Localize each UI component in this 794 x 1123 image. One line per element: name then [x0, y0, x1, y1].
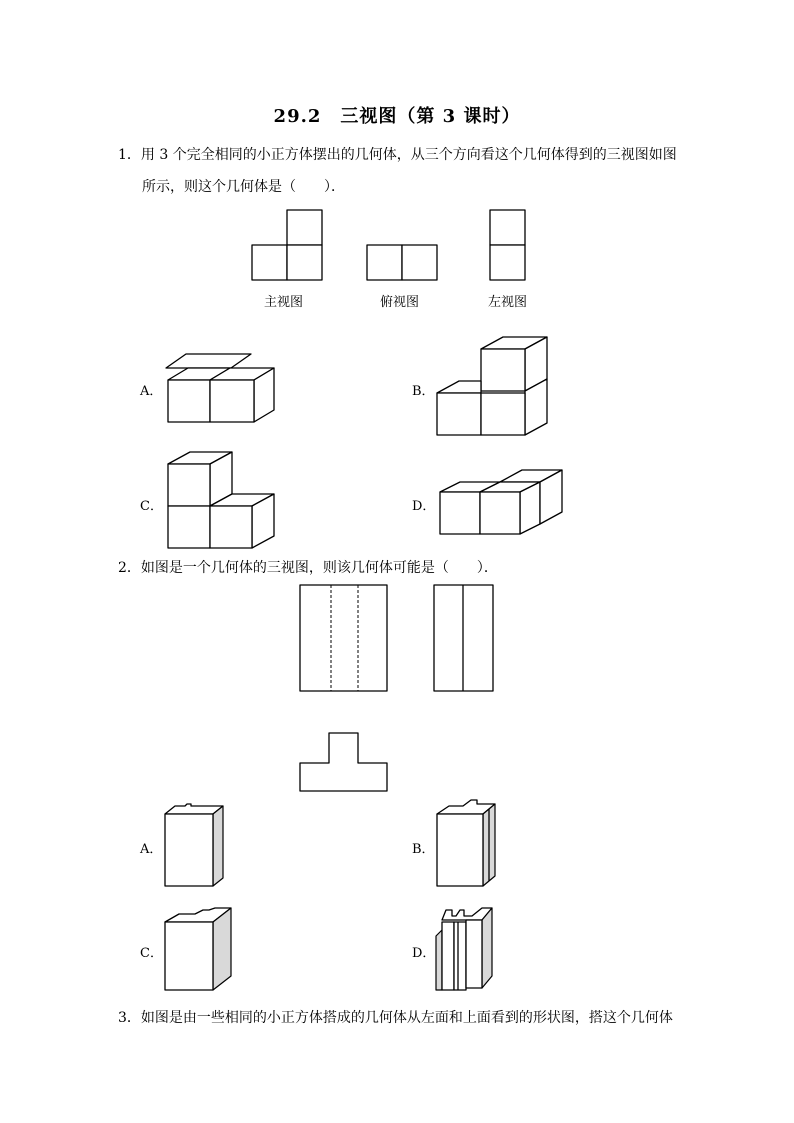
q1-option-a-figure	[166, 354, 278, 424]
q1-option-c-figure	[168, 452, 276, 550]
question-3-line-1	[118, 1008, 673, 1028]
q2-option-c-label[interactable]: C．	[140, 946, 163, 961]
q1-option-d-figure	[440, 470, 566, 536]
q2-option-b-label[interactable]: B．	[412, 842, 435, 857]
q2-option-b-figure	[437, 800, 499, 888]
left-view-label: 左视图	[488, 295, 528, 310]
q2-option-a-figure	[165, 804, 227, 888]
q2-option-d-label[interactable]: D．	[412, 946, 436, 961]
question-2-line-1	[118, 558, 498, 578]
q2-option-c-figure	[165, 908, 235, 992]
question-1-line-1	[118, 145, 677, 165]
q1-option-b-figure	[437, 337, 549, 439]
question-1-number: 1．	[118, 147, 141, 163]
question-3-number: 3．	[118, 1010, 141, 1026]
question-3-text: 如图是由一些相同的小正方体搭成的几何体从左面和上面看到的形状图，搭这个几何体	[140, 1010, 673, 1026]
front-view-label: 主视图	[264, 295, 304, 310]
front-view-figure	[252, 210, 324, 282]
question-1-text: 用 3 个完全相同的小正方体摆出的几何体，从三个方向看这个几何体得到的三视图如图	[140, 147, 677, 163]
question-1-line-2: 所示，则这个几何体是（ ）．	[142, 179, 345, 195]
q1-option-d-label[interactable]: D．	[412, 499, 436, 514]
q2-top-view-figure	[300, 733, 390, 793]
q2-front-view-figure	[300, 585, 390, 693]
page-title: 29.2 三视图（第 3 课时）	[273, 106, 521, 127]
question-2-text: 如图是一个几何体的三视图，则该几何体可能是（ ）．	[140, 560, 498, 576]
left-view-figure	[490, 210, 527, 282]
question-2-number: 2．	[118, 560, 141, 576]
q2-option-a-label[interactable]: A．	[140, 842, 163, 857]
q2-left-view-figure	[434, 585, 496, 693]
q1-option-a-label[interactable]: A．	[140, 384, 163, 399]
q1-option-b-label[interactable]: B．	[412, 384, 435, 399]
top-view-figure	[367, 245, 439, 281]
q1-option-c-label[interactable]: C．	[140, 499, 163, 514]
q2-option-d-figure	[436, 906, 498, 992]
top-view-label: 俯视图	[380, 295, 420, 310]
